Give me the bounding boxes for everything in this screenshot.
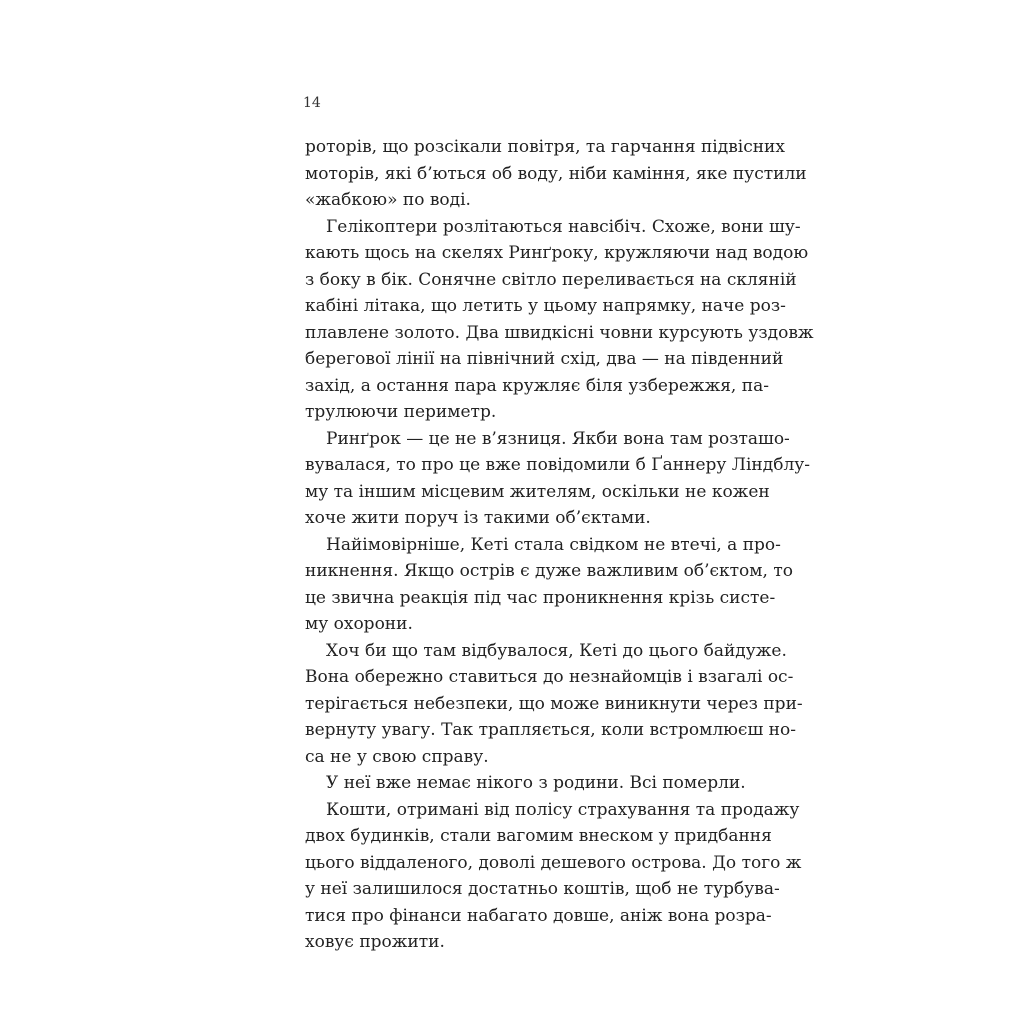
- text-line: У неї вже немає нікого з родини. Всі померли.: [326, 773, 746, 793]
- text-line: тися про фінанси набагато довше, аніж вона розра-: [305, 905, 772, 926]
- text-line: Хоч би що там відбувалося, Кеті до цього байдуже.: [326, 640, 787, 661]
- page-number: 14: [303, 95, 321, 111]
- text-line: Найімовірніше, Кеті стала свідком не втечі, а про-: [326, 534, 781, 555]
- text-line: «жабкою» по воді.: [305, 190, 471, 210]
- text-line: терігається небезпеки, що може виникнути через при-: [305, 693, 803, 714]
- text-line: му охорони.: [305, 614, 413, 634]
- text-line: плавлене золото. Два швидкісні човни курсують уздовж: [305, 322, 814, 343]
- text-line: кабіні літака, що летить у цьому напрямку, наче роз-: [305, 296, 786, 316]
- body-text: [305, 134, 814, 956]
- text-line: вувалася, то про це вже повідомили б Ґаннеру Ліндблу-: [305, 455, 811, 475]
- text-line: цього віддаленого, доволі дешевого острова. До того ж: [305, 852, 802, 873]
- text-line: Гелікоптери розлітаються навсібіч. Схоже, вони шу-: [326, 216, 801, 237]
- paragraph: [305, 214, 814, 426]
- text-line: роторів, що розсікали повітря, та гарчання підвісних: [305, 137, 785, 157]
- paragraph: [305, 532, 793, 638]
- text-line: з боку в бік. Сонячне світло переливається на скляній: [305, 269, 797, 290]
- text-line: Кошти, отримані від полісу страхування та продажу: [326, 799, 800, 820]
- text-line: захід, а остання пара кружляє біля узбережжя, па-: [305, 375, 769, 396]
- text-line: ховує прожити.: [305, 932, 445, 952]
- text-line: моторів, які б’ються об воду, ніби каміння, яке пустили: [305, 163, 807, 184]
- paragraph: [305, 638, 803, 771]
- text-line: у неї залишилося достатньо коштів, щоб не турбува-: [305, 879, 780, 899]
- text-line: берегової лінії на північний схід, два — на південний: [305, 349, 784, 369]
- text-line: двох будинків, стали вагомим внеском у придбання: [305, 826, 772, 846]
- text-line: трулюючи периметр.: [305, 402, 497, 422]
- paragraph: [305, 770, 757, 797]
- text-line: Ринґрок — це не в’язниця. Якби вона там розташо-: [326, 428, 790, 449]
- text-line: са не у свою справу.: [305, 746, 489, 767]
- text-line: вернуту увагу. Так трапляється, коли встромлюєш но-: [305, 720, 796, 740]
- paragraph: [305, 134, 807, 214]
- text-line: Вона обережно ставиться до незнайомців і взагалі ос-: [305, 667, 794, 687]
- text-line: кають щось на скелях Ринґроку, кружляючи над водою: [305, 243, 809, 263]
- text-line: хоче жити поруч із такими об’єктами.: [305, 508, 651, 528]
- text-line: це звична реакція під час проникнення крізь систе-: [305, 587, 776, 608]
- text-line: никнення. Якщо острів є дуже важливим об’єктом, то: [305, 561, 793, 581]
- paragraph: [305, 426, 811, 532]
- text-line: му та іншим місцевим жителям, оскільки не кожен: [305, 481, 770, 502]
- paragraph: [305, 797, 802, 956]
